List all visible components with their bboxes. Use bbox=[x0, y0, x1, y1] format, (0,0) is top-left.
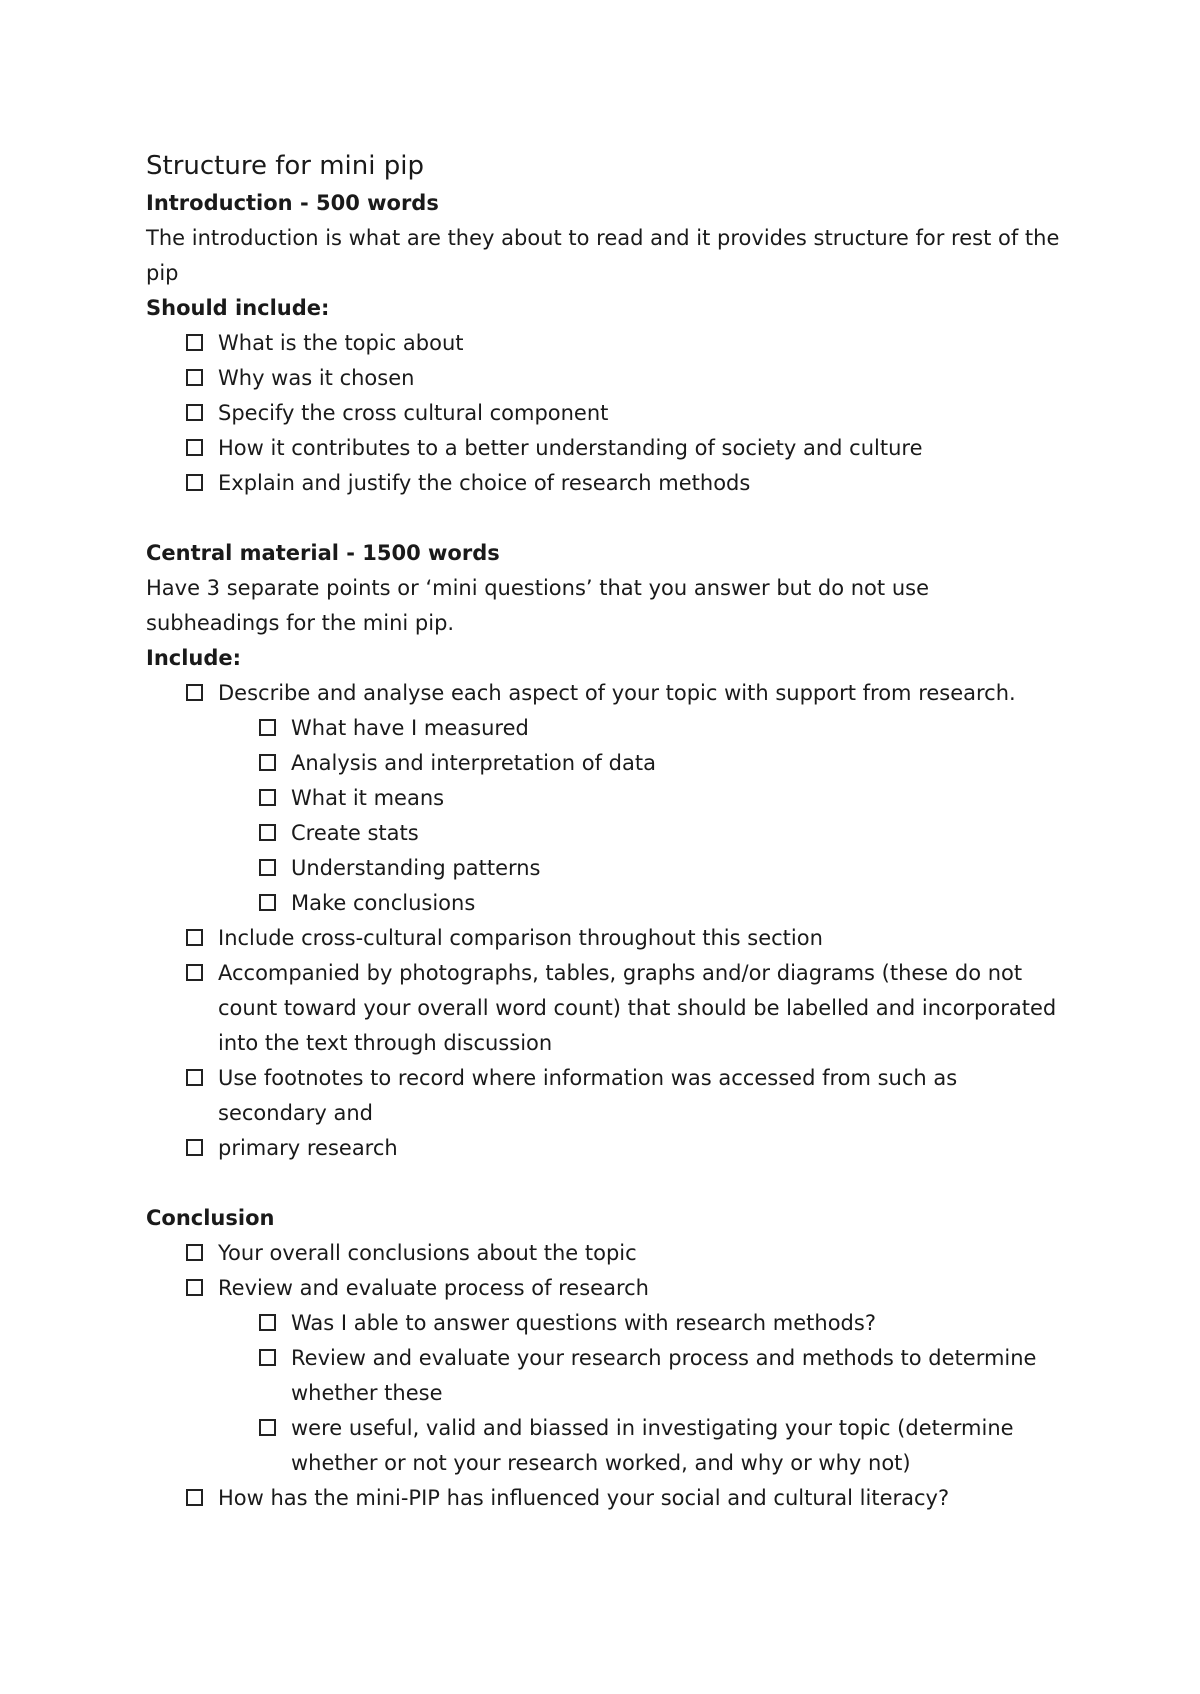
introduction-heading: Introduction - 500 words bbox=[146, 191, 439, 215]
list-item-text: How has the mini-PIP has influenced your social and cultural literacy? bbox=[218, 1486, 950, 1510]
checkbox-icon[interactable] bbox=[186, 474, 203, 491]
checkbox-icon[interactable] bbox=[259, 1419, 276, 1436]
checkbox-icon[interactable] bbox=[259, 1349, 276, 1366]
checkbox-icon[interactable] bbox=[186, 404, 203, 421]
list-item-text: Specify the cross cultural component bbox=[218, 401, 609, 425]
section-spacer bbox=[146, 1166, 1066, 1201]
checkbox-icon[interactable] bbox=[186, 369, 203, 386]
list-item-text: Include cross-cultural comparison throughout this section bbox=[218, 926, 823, 950]
list-item-text: Use footnotes to record where information was accessed from such as secondary and bbox=[218, 1066, 958, 1125]
list-item-text: Review and evaluate process of research bbox=[218, 1276, 649, 1300]
list-item bbox=[146, 1271, 1066, 1306]
checkbox-icon[interactable] bbox=[186, 684, 203, 701]
list-item bbox=[146, 956, 1066, 1061]
central-text: Have 3 separate points or ‘mini questions’ that you answer but do not use subheadings for the mini pip. bbox=[146, 576, 929, 635]
checkbox-icon[interactable] bbox=[186, 1139, 203, 1156]
checkbox-icon[interactable] bbox=[259, 1314, 276, 1331]
list-item-text: Accompanied by photographs, tables, graphs and/or diagrams (these do not count toward your overall word count) that should be labelled and incorporated into the text through discussion bbox=[218, 961, 1057, 1055]
list-item bbox=[146, 816, 1066, 851]
checkbox-icon[interactable] bbox=[259, 754, 276, 771]
list-item bbox=[146, 886, 1066, 921]
central-checklist-continued bbox=[146, 921, 1066, 1166]
list-item-text: What have I measured bbox=[291, 716, 529, 740]
list-item bbox=[146, 711, 1066, 746]
list-item-text: were useful, valid and biassed in investigating your topic (determine whether or not your research worked, and why or why not) bbox=[291, 1416, 1014, 1475]
list-item bbox=[146, 851, 1066, 886]
list-item bbox=[146, 1481, 1066, 1516]
list-item bbox=[146, 921, 1066, 956]
list-item bbox=[146, 1236, 1066, 1271]
list-item-text: Explain and justify the choice of research methods bbox=[218, 471, 751, 495]
list-item-text: Why was it chosen bbox=[218, 366, 415, 390]
checkbox-icon[interactable] bbox=[259, 894, 276, 911]
introduction-checklist bbox=[146, 326, 1066, 501]
introduction-subheading: Should include: bbox=[146, 296, 330, 320]
checkbox-icon[interactable] bbox=[259, 789, 276, 806]
list-item bbox=[146, 361, 1066, 396]
central-checklist bbox=[146, 676, 1066, 711]
list-item-text: Create stats bbox=[291, 821, 419, 845]
list-item-text: primary research bbox=[218, 1136, 398, 1160]
list-item bbox=[146, 396, 1066, 431]
checkbox-icon[interactable] bbox=[259, 859, 276, 876]
checkbox-icon[interactable] bbox=[186, 929, 203, 946]
list-item-text: Was I able to answer questions with research methods? bbox=[291, 1311, 876, 1335]
list-item bbox=[146, 466, 1066, 501]
list-item bbox=[146, 326, 1066, 361]
central-heading: Central material - 1500 words bbox=[146, 541, 500, 565]
central-sub-checklist bbox=[146, 711, 1066, 921]
list-item-text: Review and evaluate your research process and methods to determine whether these bbox=[291, 1346, 1037, 1405]
list-item-text: Make conclusions bbox=[291, 891, 476, 915]
conclusion-checklist bbox=[146, 1236, 1066, 1306]
document-page bbox=[146, 146, 1066, 1516]
checkbox-icon[interactable] bbox=[186, 964, 203, 981]
list-item-text: What is the topic about bbox=[218, 331, 464, 355]
list-item-text: Understanding patterns bbox=[291, 856, 541, 880]
checkbox-icon[interactable] bbox=[186, 1489, 203, 1506]
checkbox-icon[interactable] bbox=[259, 824, 276, 841]
list-item-text: What it means bbox=[291, 786, 445, 810]
checkbox-icon[interactable] bbox=[186, 1279, 203, 1296]
checkbox-icon[interactable] bbox=[186, 1069, 203, 1086]
checkbox-icon[interactable] bbox=[186, 1244, 203, 1261]
list-item bbox=[146, 781, 1066, 816]
section-spacer bbox=[146, 501, 1066, 536]
list-item bbox=[146, 676, 1066, 711]
introduction-text: The introduction is what are they about to read and it provides structure for rest of the pip bbox=[146, 226, 1060, 285]
checkbox-icon[interactable] bbox=[259, 719, 276, 736]
conclusion-heading: Conclusion bbox=[146, 1206, 275, 1230]
page-title: Structure for mini pip bbox=[146, 151, 424, 181]
list-item-text: Describe and analyse each aspect of your topic with support from research. bbox=[218, 681, 1016, 705]
list-item bbox=[146, 431, 1066, 466]
list-item bbox=[146, 1306, 1066, 1341]
list-item bbox=[146, 1061, 1066, 1131]
list-item bbox=[146, 1411, 1066, 1481]
list-item bbox=[146, 746, 1066, 781]
list-item-text: Your overall conclusions about the topic bbox=[218, 1241, 637, 1265]
checkbox-icon[interactable] bbox=[186, 439, 203, 456]
checkbox-icon[interactable] bbox=[186, 334, 203, 351]
list-item-text: Analysis and interpretation of data bbox=[291, 751, 656, 775]
list-item bbox=[146, 1131, 1066, 1166]
list-item bbox=[146, 1341, 1066, 1411]
list-item-text: How it contributes to a better understanding of society and culture bbox=[218, 436, 923, 460]
conclusion-checklist-continued bbox=[146, 1481, 1066, 1516]
central-subheading: Include: bbox=[146, 646, 242, 670]
conclusion-sub-checklist bbox=[146, 1306, 1066, 1481]
